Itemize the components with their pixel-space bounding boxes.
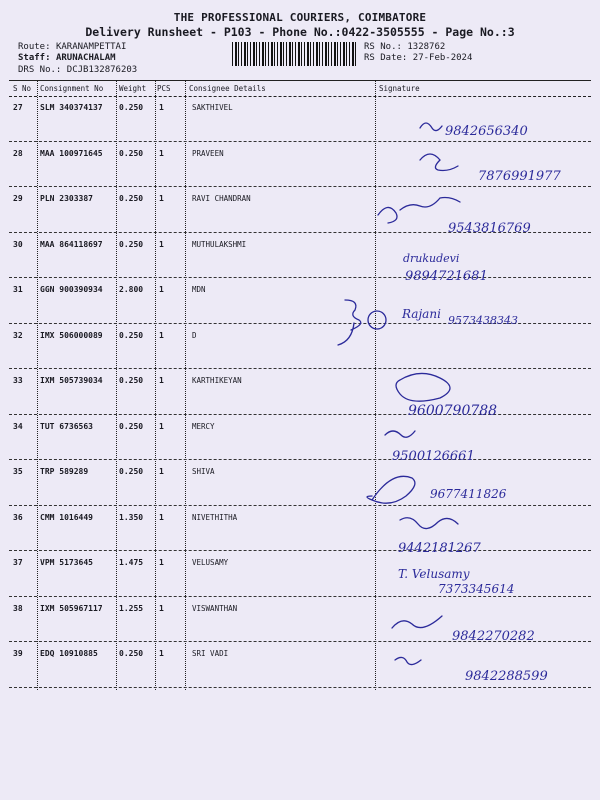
table-row: 38 IXM 505967117 1.255 1 VISWANTHAN [9,597,591,643]
col-sno: S No [13,84,32,93]
col-signature: Signature [379,84,420,93]
runsheet-title: Delivery Runsheet - P103 - Phone No.:0422-3505555 - Page No.:3 [85,25,515,39]
col-weight: Weight [119,84,147,93]
staff-line: Staff: ARUNACHALAM [18,53,116,63]
signature-34: 9500126661 [392,449,475,464]
signature-30-name: drukudevi [403,252,460,265]
rs-date-value: 27-Feb-2024 [412,53,473,63]
table-row: 37 VPM 5173645 1.475 1 VELUSAMY [9,551,591,597]
table-row: 27 SLM 340374137 0.250 1 SAKTHIVEL [9,96,591,142]
table-row: 29 PLN 2303387 0.250 1 RAVI CHANDRAN [9,187,591,233]
signature-35: 9677411826 [430,487,507,501]
signature-38: 9842270282 [452,629,535,644]
signature-28: 7876991977 [478,169,561,184]
signature-33: 9600790788 [408,403,498,419]
table-row: 33 IXM 505739034 0.250 1 KARTHIKEYAN [9,369,591,415]
table-row: 36 CMM 1016449 1.350 1 NIVETHITHA [9,506,591,552]
barcode [232,42,356,66]
rs-no-line: RS No.: 1328762 [364,42,446,52]
signature-27: 9842656340 [445,124,528,139]
table-row: 39 EDQ 10910885 0.250 1 SRI VADI [9,642,591,688]
signature-30: 9894721681 [405,269,488,284]
col-consignment: Consignment No [40,84,104,93]
drs-value: DCJB132876203 [66,65,138,75]
signature-31-name: Rajani [402,307,441,321]
table-row: 34 TUT 6736563 0.250 1 MERCY [9,415,591,461]
drs-line: DRS No.: DCJB132876203 [18,65,138,75]
signature-39: 9842288599 [465,669,548,684]
rs-date-line: RS Date: 27-Feb-2024 [364,53,473,63]
staff-value: ARUNACHALAM [55,53,116,63]
col-pcs: PCS [157,84,171,93]
company-name: THE PROFESSIONAL COURIERS, COIMBATORE [173,11,427,24]
signature-37: 7373345614 [438,582,515,596]
signature-29: 9543816769 [448,221,531,236]
route-line: Route: KARANAMPETTAI [18,42,127,52]
signature-37-name: T. Velusamy [398,567,470,581]
table-row: 31 GGN 900390934 2.800 1 MDN [9,278,591,324]
runsheet-table [9,80,591,690]
route-value: KARANAMPETTAI [55,42,127,52]
signature-31: 9573438343 [448,314,518,327]
table-row: 35 TRP 589289 0.250 1 SHIVA [9,460,591,506]
col-consignee: Consignee Details [189,84,266,93]
rs-no-value: 1328762 [407,42,446,52]
signature-36: 9442181267 [398,541,481,556]
table-row: 28 MAA 100971645 0.250 1 PRAVEEN [9,142,591,188]
table-row: 30 MAA 864118697 0.250 1 MUTHULAKSHMI [9,233,591,279]
table-row: 32 IMX 506000089 0.250 1 D [9,324,591,370]
